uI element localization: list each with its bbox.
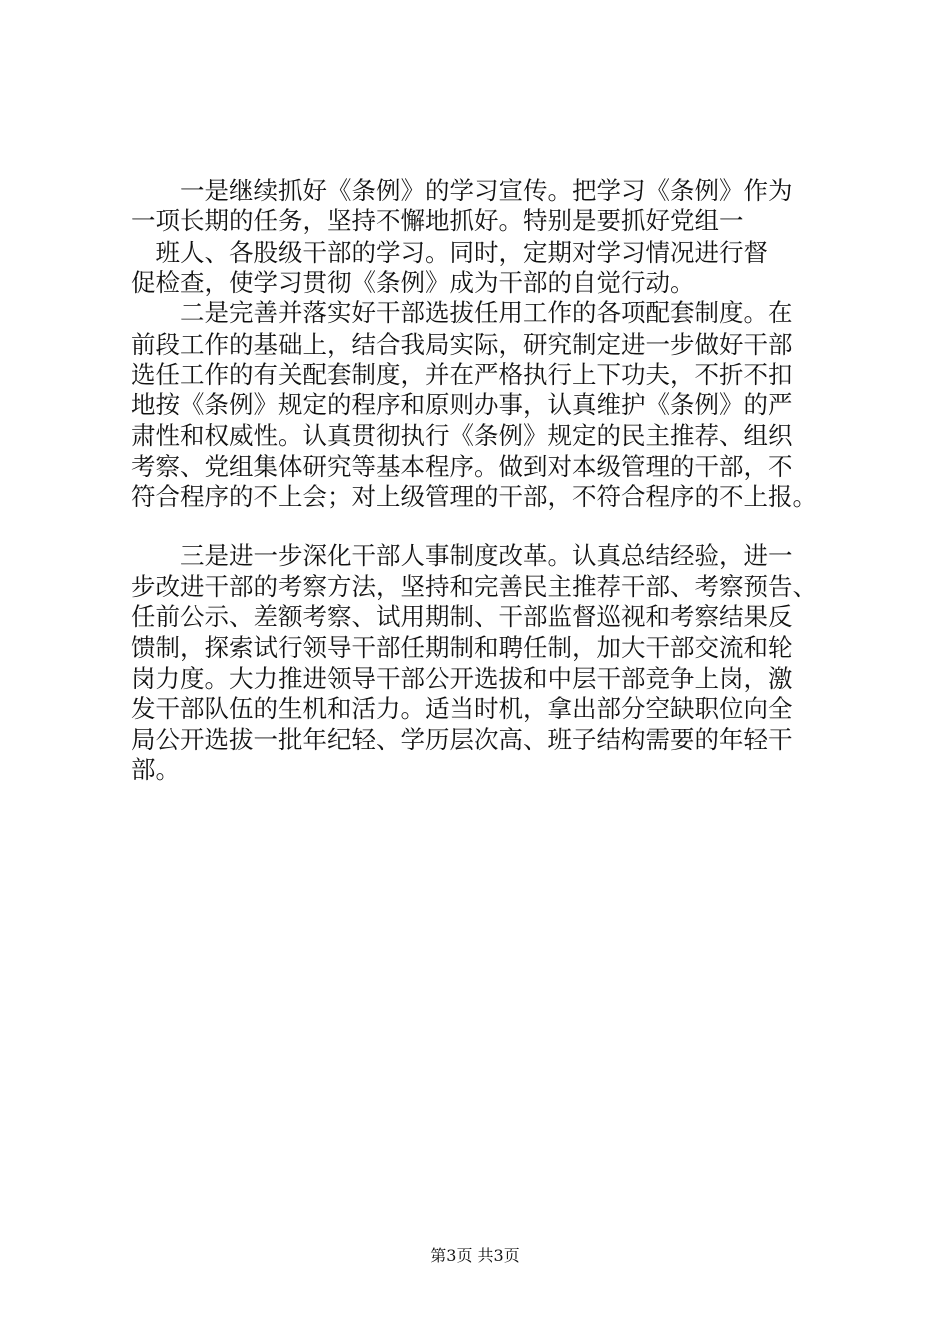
paragraph-line: 二是完善并落实好干部选拔任用工作的各项配套制度。在: [131, 298, 793, 327]
paragraph-line: 任前公示、差额考察、试用期制、干部监督巡视和考察结果反: [131, 602, 793, 631]
paragraph-line: 馈制，探索试行领导干部任期制和聘任制，加大干部交流和轮: [131, 633, 793, 662]
paragraph-line: 岗力度。大力推进领导干部公开选拔和中层干部竞争上岗，激: [131, 664, 793, 693]
paragraph-line: 符合程序的不上会；对上级管理的干部，不符合程序的不上报。: [131, 482, 817, 511]
paragraph-line: 一是继续抓好《条例》的学习宣传。把学习《条例》作为: [131, 176, 793, 205]
page-number-footer: 第3页 共3页: [430, 1246, 520, 1265]
paragraph-line: 肃性和权威性。认真贯彻执行《条例》规定的民主推荐、组织: [131, 421, 793, 450]
paragraph-line: 三是进一步深化干部人事制度改革。认真总结经验，进一: [131, 541, 793, 570]
paragraph-line: 发干部队伍的生机和活力。适当时机，拿出部分空缺职位向全: [131, 694, 793, 723]
paragraph-line: 促检查，使学习贯彻《条例》成为干部的自觉行动。: [131, 268, 695, 297]
paragraph-line: 局公开选拔一批年纪轻、学历层次高、班子结构需要的年轻干: [131, 725, 793, 754]
paragraph-line: 部。: [131, 755, 180, 784]
paragraph-line: 地按《条例》规定的程序和原则办事，认真维护《条例》的严: [131, 390, 793, 419]
paragraph-line: 考察、党组集体研究等基本程序。做到对本级管理的干部，不: [131, 452, 793, 481]
paragraph-line: 班人、各股级干部的学习。同时，定期对学习情况进行督: [131, 238, 768, 267]
paragraph-line: 一项长期的任务，坚持不懈地抓好。特别是要抓好党组一: [131, 206, 744, 235]
paragraph-line: 步改进干部的考察方法，坚持和完善民主推荐干部、考察预告、: [131, 572, 817, 601]
paragraph-line: 前段工作的基础上，结合我局实际，研究制定进一步做好干部: [131, 330, 793, 359]
paragraph-line: 选任工作的有关配套制度，并在严格执行上下功夫，不折不扣: [131, 360, 793, 389]
